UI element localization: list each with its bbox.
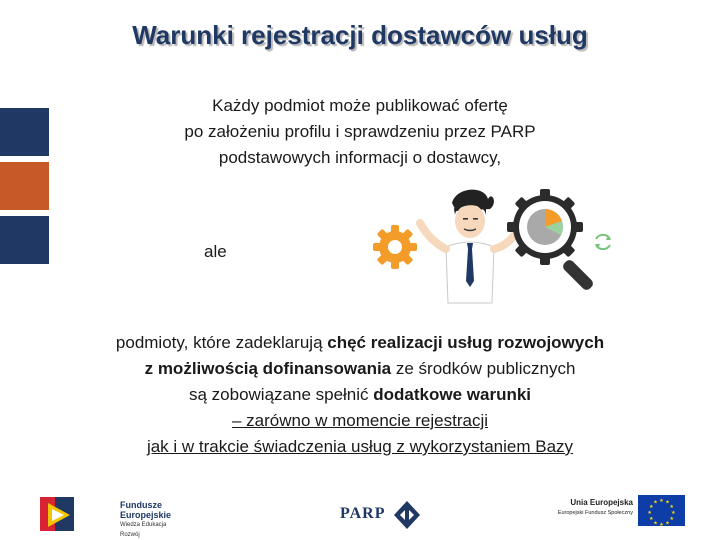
parp-logo: PARP (340, 497, 430, 533)
pie-chart-icon (527, 209, 563, 245)
svg-text:★: ★ (669, 504, 675, 510)
businessman-figure (420, 190, 518, 303)
businessman-illustration (360, 185, 630, 310)
svg-text:★: ★ (653, 499, 658, 506)
main-line-4: – zarówno w momencie rejestracji (231, 411, 489, 430)
side-block-orange (0, 162, 49, 210)
fundusze-europejskie-logo: Fundusze Europejskie Wiedza Edukacja Rozwój (38, 493, 183, 535)
slide-title: Warunki rejestracji dostawców usług (132, 20, 588, 50)
footer-logos (0, 488, 720, 540)
ale-word: ale (204, 242, 227, 261)
svg-text:★: ★ (665, 499, 670, 506)
intro-line: po założeniu profilu i sprawdzeniu przez PARP (184, 122, 536, 141)
parp-emblem-icon (392, 499, 422, 531)
main-line-1: podmioty, które zadeklarują chęć realizacji usług rozwojowych (115, 333, 605, 352)
main-line-2: z możliwością dofinansowania ze środków publicznych (144, 359, 576, 378)
svg-text:★: ★ (653, 520, 658, 526)
svg-text:★: ★ (665, 520, 670, 526)
svg-text:★: ★ (671, 510, 676, 516)
intro-line: Każdy podmiot może publikować ofertę (212, 96, 508, 115)
main-paragraph (40, 330, 680, 460)
svg-text:★: ★ (648, 516, 654, 522)
eu-flag-icon (638, 495, 685, 526)
svg-text:★: ★ (659, 522, 664, 526)
main-line-3: są zobowiązane spełnić dodatkowe warunki (188, 385, 532, 404)
unia-europejska-logo: Unia Europejska Europejski Fundusz Społeczny ★ ★ ★ ★ ★ ★ ★ ★ ★ ★ ★ ★ (548, 495, 688, 535)
refresh-icon (595, 235, 611, 249)
svg-text:★: ★ (648, 504, 654, 510)
side-block-blue-bottom (0, 216, 49, 264)
svg-text:★: ★ (659, 498, 664, 504)
svg-text:★: ★ (647, 510, 652, 516)
side-block-blue-top (0, 108, 49, 156)
fe-emblem-icon (38, 493, 76, 535)
intro-line: podstawowych informacji o dostawcy, (218, 148, 502, 167)
main-line-5: jak i w trakcie świadczenia usług z wykorzystaniem Bazy (146, 437, 574, 456)
svg-text:★: ★ (669, 516, 675, 522)
gear-icon (373, 225, 417, 269)
magnifier-icon (507, 189, 595, 292)
intro-paragraph (120, 93, 600, 171)
